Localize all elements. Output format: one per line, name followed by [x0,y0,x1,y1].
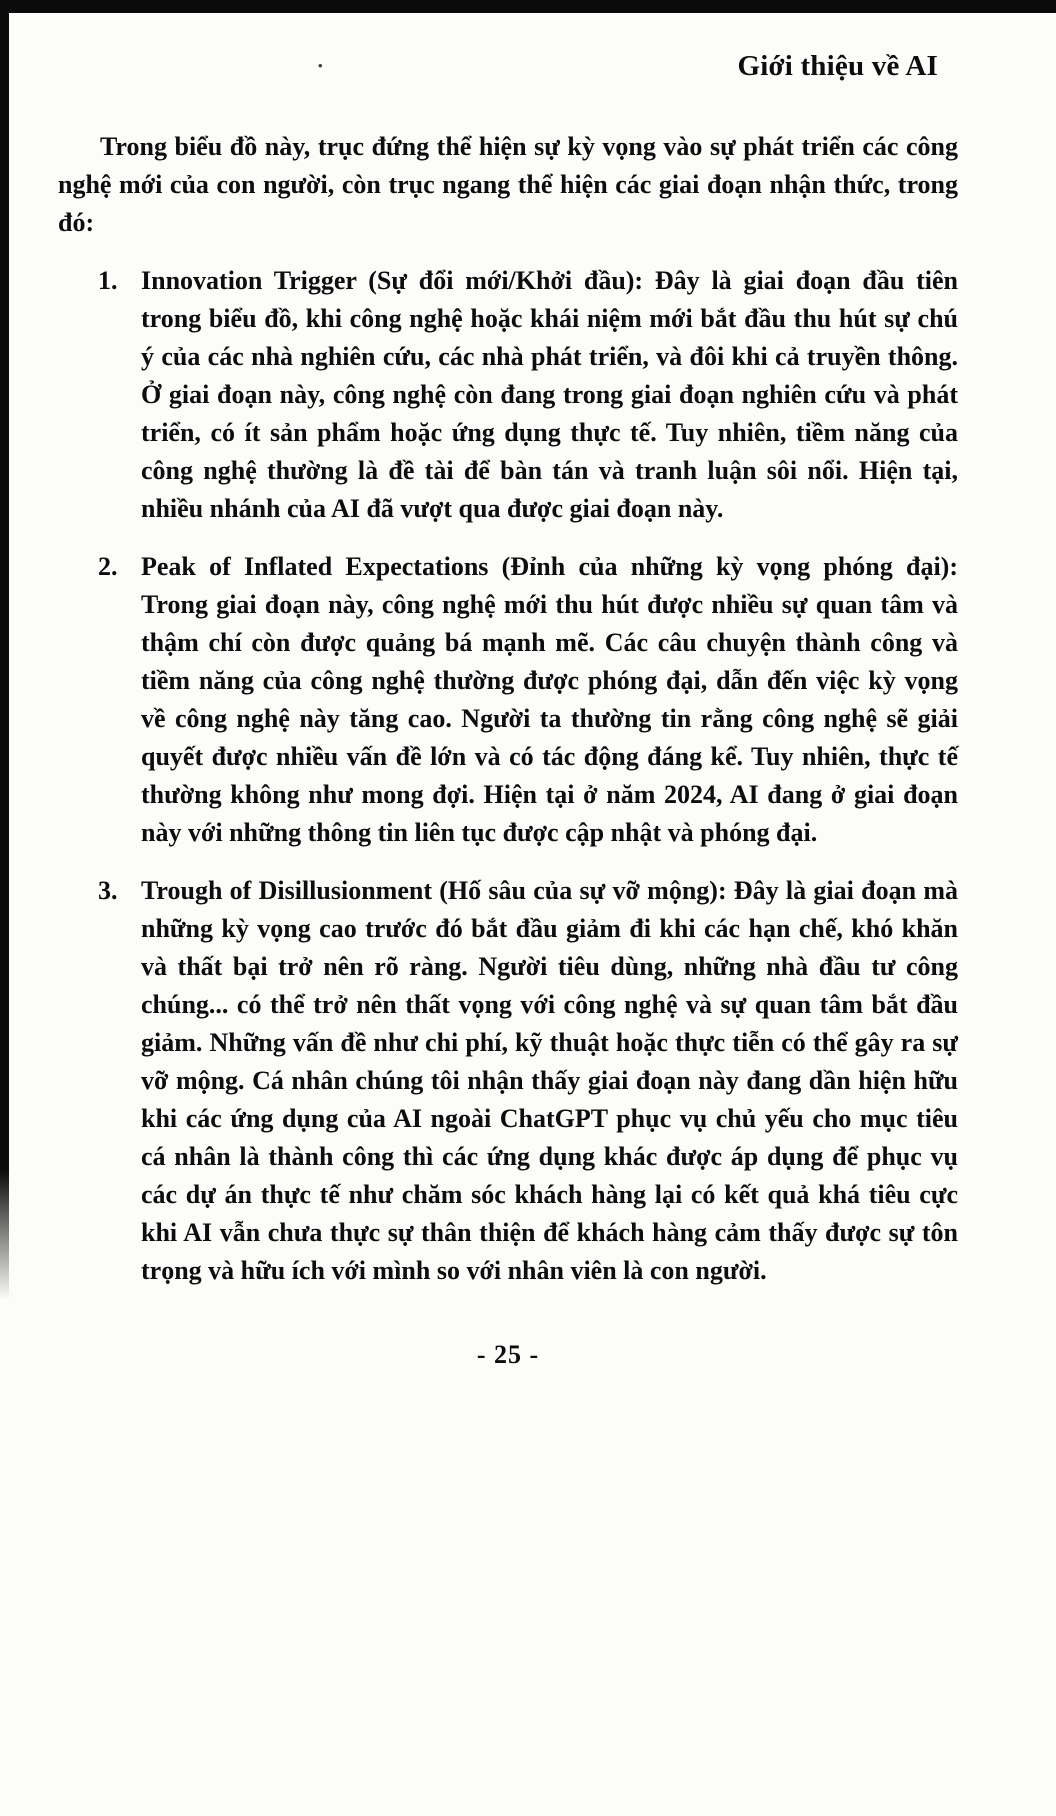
page-number: - 25 - [476,1340,540,1369]
list-item-innovation-trigger [58,262,958,528]
item-text: Peak of Inflated Expectations (Đỉnh của những kỳ vọng phóng đại): Trong giai đoạn này, công nghệ mới thu hút được nhiều sự quan tâm và thậm chí còn được quảng bá mạnh mẽ. Các câu chuyện thành công và tiềm năng của công nghệ thường được phóng đại, dẫn đến việc kỳ vọng về công nghệ này tăng cao. Người ta thường tin rằng công nghệ sẽ giải quyết được nhiều vấn đề lớn và có tác động đáng kể. Tuy nhiên, thực tế thường không như mong đợi. Hiện tại ở năm 2024, AI đang ở giai đoạn này với những thông tin liên tục được cập nhật và phóng đại. [141,552,958,847]
item-number: 1. [98,266,118,295]
item-number: 3. [98,876,118,905]
list-item-peak-of-inflated-expectations [58,548,958,852]
hype-cycle-stages-list [58,262,958,1290]
scan-edge-left [0,0,9,1300]
item-text: Innovation Trigger (Sự đổi mới/Khởi đầu): Đây là giai đoạn đầu tiên trong biểu đồ, khi công nghệ hoặc khái niệm mới bắt đầu thu hút sự chú ý của các nhà nghiên cứu, các nhà phát triển, và đôi khi cả truyền thông. Ở giai đoạn này, công nghệ còn đang trong giai đoạn nghiên cứu và phát triển, có ít sản phẩm hoặc ứng dụng thực tế. Tuy nhiên, tiềm năng của công nghệ thường là đề tài để bàn tán và tranh luận sôi nổi. Hiện tại, nhiều nhánh của AI đã vượt qua được giai đoạn này. [141,266,958,523]
page-content [58,128,958,1374]
scan-edge-top [0,0,1056,13]
item-number: 2. [98,552,118,581]
intro-paragraph: Trong biểu đồ này, trục đứng thể hiện sự kỳ vọng vào sự phát triển các công nghệ mới của con người, còn trục ngang thể hiện các giai đoạn nhận thức, trong đó: [58,132,958,237]
list-item-trough-of-disillusionment [58,872,958,1290]
item-text: Trough of Disillusionment (Hố sâu của sự vỡ mộng): Đây là giai đoạn mà những kỳ vọng cao trước đó bắt đầu giảm đi khi các hạn chế, khó khăn và thất bại trở nên rõ ràng. Người tiêu dùng, những nhà đầu tư công chúng... có thể trở nên thất vọng với công nghệ và sự quan tâm bắt đầu giảm. Những vấn đề như chi phí, kỹ thuật hoặc thực tiễn có thể gây ra sự vỡ mộng. Cá nhân chúng tôi nhận thấy giai đoạn này đang dần hiện hữu khi các ứng dụng của AI ngoài ChatGPT phục vụ chủ yếu cho mục tiêu cá nhân là thành công thì các ứng dụng khác được áp dụng để phục vụ các dự án thực tế như chăm sóc khách hàng lại có kết quả khá tiêu cực khi AI vẫn chưa thực sự thân thiện để khách hàng cảm thấy được sự tôn trọng và hữu ích với mình so với nhân viên là con người. [141,876,958,1285]
header-bullet-mark: • [318,58,323,73]
page-header-title: Giới thiệu về AI [737,50,938,82]
